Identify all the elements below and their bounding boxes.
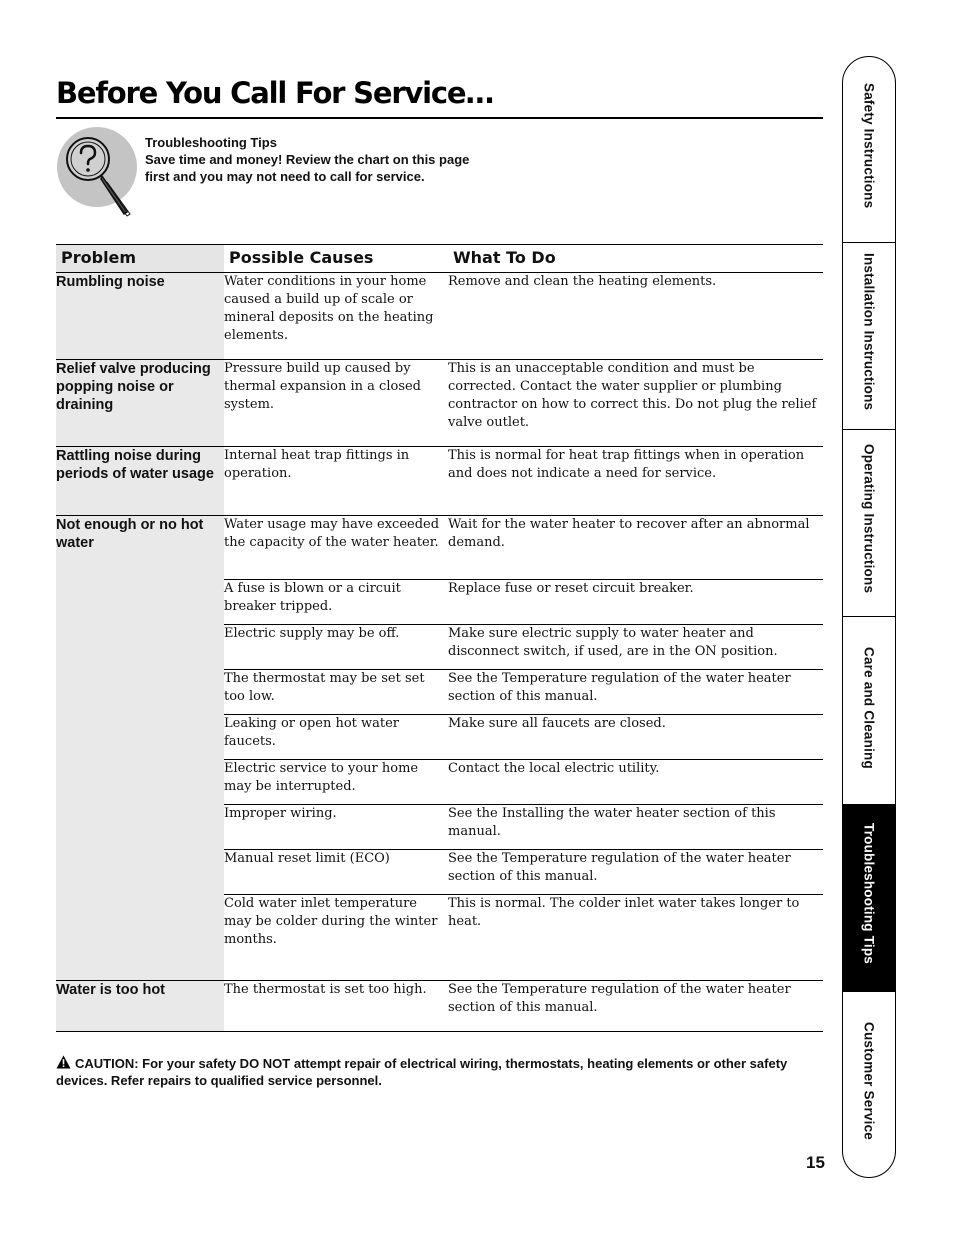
table-header-row bbox=[56, 245, 823, 273]
todo-cell: This is normal. The colder inlet water takes longer to heat. bbox=[448, 895, 823, 981]
cause-cell: Improper wiring. bbox=[224, 805, 448, 850]
header-possible-causes: Possible Causes bbox=[224, 245, 448, 273]
tab-care-and-cleaning[interactable] bbox=[843, 617, 895, 805]
table-row bbox=[56, 516, 823, 580]
cause-cell: Water usage may have exceeded the capacity of the water heater. bbox=[224, 516, 448, 580]
cause-cell: The thermostat is set too high. bbox=[224, 981, 448, 1032]
table-row bbox=[56, 273, 823, 360]
todo-cell: Contact the local electric utility. bbox=[448, 760, 823, 805]
table-row bbox=[56, 447, 823, 516]
todo-cell: Remove and clean the heating elements. bbox=[448, 273, 823, 360]
tab-label: Customer Service bbox=[861, 1022, 877, 1141]
troubleshooting-intro bbox=[145, 134, 475, 185]
problem-cell: Water is too hot bbox=[56, 981, 224, 1032]
todo-cell: See the Temperature regulation of the water heater section of this manual. bbox=[448, 850, 823, 895]
cause-cell: Water conditions in your home caused a build up of scale or mineral deposits on the heating elements. bbox=[224, 273, 448, 360]
todo-cell: Wait for the water heater to recover after an abnormal demand. bbox=[448, 516, 823, 580]
caution-text: CAUTION: For your safety DO NOT attempt repair of electrical wiring, thermostats, heating elements or other safety devices. Refer repairs to qualified service personnel. bbox=[56, 1056, 788, 1088]
todo-cell: See the Temperature regulation of the water heater section of this manual. bbox=[448, 670, 823, 715]
troubleshooting-table bbox=[56, 244, 823, 1032]
cause-cell: Manual reset limit (ECO) bbox=[224, 850, 448, 895]
tab-label: Safety Instructions bbox=[861, 83, 877, 209]
tab-operating-instructions[interactable] bbox=[843, 430, 895, 617]
todo-cell: Make sure all faucets are closed. bbox=[448, 715, 823, 760]
cause-cell: Internal heat trap fittings in operation. bbox=[224, 447, 448, 516]
todo-cell: This is an unacceptable condition and must be corrected. Contact the water supplier or plumbing contractor on how to correct this. Do not plug the relief valve outlet. bbox=[448, 360, 823, 447]
table-row bbox=[56, 981, 823, 1032]
question-mark-magnifier-icon bbox=[55, 126, 139, 218]
cause-cell: Cold water inlet temperature may be colder during the winter months. bbox=[224, 895, 448, 981]
page-title: Before You Call For Service… bbox=[56, 76, 494, 110]
problem-cell: Rattling noise during periods of water usage bbox=[56, 447, 224, 516]
cause-cell: Pressure build up caused by thermal expansion in a closed system. bbox=[224, 360, 448, 447]
tab-label: Troubleshooting Tips bbox=[861, 823, 877, 964]
problem-cell: Rumbling noise bbox=[56, 273, 224, 360]
todo-cell: Make sure electric supply to water heater and disconnect switch, if used, are in the ON position. bbox=[448, 625, 823, 670]
section-tabs bbox=[842, 56, 896, 1178]
intro-heading: Troubleshooting Tips bbox=[145, 135, 277, 150]
tab-label: Operating Instructions bbox=[861, 444, 877, 594]
tab-label: Installation Instructions bbox=[861, 253, 877, 411]
header-problem: Problem bbox=[56, 245, 224, 273]
cause-cell: Electric service to your home may be interrupted. bbox=[224, 760, 448, 805]
tab-installation-instructions[interactable] bbox=[843, 243, 895, 430]
tab-customer-service[interactable] bbox=[843, 992, 895, 1178]
problem-cell: Not enough or no hot water bbox=[56, 516, 224, 981]
cause-cell: The thermostat may be set set too low. bbox=[224, 670, 448, 715]
page-number: 15 bbox=[806, 1153, 825, 1172]
warning-triangle-icon bbox=[56, 1055, 71, 1069]
todo-cell: See the Installing the water heater section of this manual. bbox=[448, 805, 823, 850]
caution-note bbox=[56, 1055, 826, 1089]
todo-cell: Replace fuse or reset circuit breaker. bbox=[448, 580, 823, 625]
problem-cell: Relief valve producing popping noise or draining bbox=[56, 360, 224, 447]
cause-cell: A fuse is blown or a circuit breaker tripped. bbox=[224, 580, 448, 625]
tab-label: Care and Cleaning bbox=[861, 647, 877, 769]
table-row bbox=[56, 360, 823, 447]
title-rule bbox=[56, 117, 823, 119]
tab-safety-instructions[interactable] bbox=[843, 57, 895, 243]
tab-troubleshooting-tips[interactable] bbox=[843, 805, 895, 992]
intro-text: Save time and money! Review the chart on this page first and you may not need to call for service. bbox=[145, 152, 470, 184]
cause-cell: Leaking or open hot water faucets. bbox=[224, 715, 448, 760]
todo-cell: See the Temperature regulation of the water heater section of this manual. bbox=[448, 981, 823, 1032]
header-what-to-do: What To Do bbox=[448, 245, 823, 273]
cause-cell: Electric supply may be off. bbox=[224, 625, 448, 670]
todo-cell: This is normal for heat trap fittings when in operation and does not indicate a need for service. bbox=[448, 447, 823, 516]
